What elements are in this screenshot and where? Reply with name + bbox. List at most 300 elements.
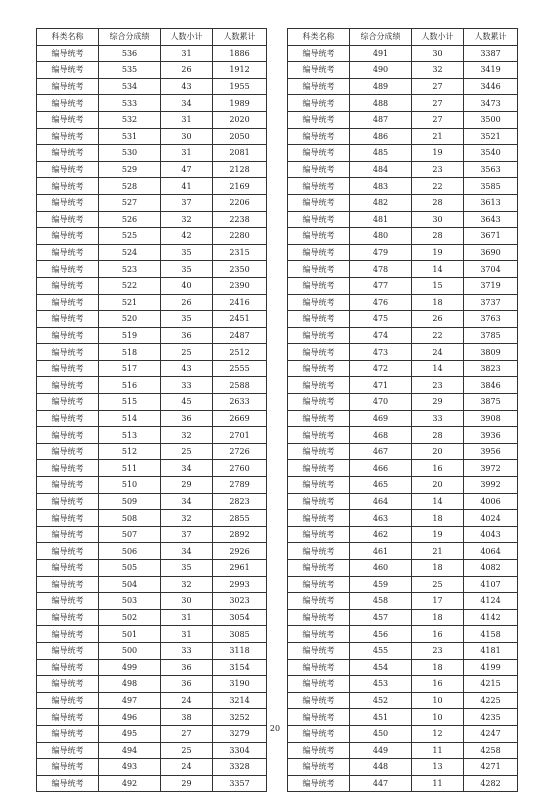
cell-score: 499	[99, 659, 161, 676]
cell-score: 516	[99, 377, 161, 394]
table-row	[37, 344, 267, 361]
cell-score: 508	[99, 510, 161, 527]
table-row	[37, 394, 267, 411]
cell-category: 编导统考	[37, 609, 99, 626]
cell-cumulative: 3936	[464, 427, 518, 444]
cell-cumulative: 4199	[464, 659, 518, 676]
cell-cumulative: 4064	[464, 543, 518, 560]
cell-cumulative: 3690	[464, 244, 518, 261]
cell-cumulative: 3763	[464, 311, 518, 328]
cell-cumulative: 3908	[464, 410, 518, 427]
cell-count: 42	[161, 228, 213, 245]
table-row	[288, 244, 518, 261]
cell-score: 459	[350, 576, 412, 593]
cell-score: 454	[350, 659, 412, 676]
table-row	[288, 311, 518, 328]
cell-count: 40	[161, 277, 213, 294]
cell-count: 16	[412, 460, 464, 477]
cell-count: 33	[161, 377, 213, 394]
cell-cumulative: 3613	[464, 194, 518, 211]
cell-score: 500	[99, 642, 161, 659]
cell-count: 32	[161, 211, 213, 228]
table-row	[288, 360, 518, 377]
table-row	[37, 178, 267, 195]
table-row	[288, 277, 518, 294]
table-row	[37, 593, 267, 610]
cell-category: 编导统考	[288, 294, 350, 311]
cell-cumulative: 3643	[464, 211, 518, 228]
table-row	[37, 111, 267, 128]
cell-count: 26	[161, 294, 213, 311]
table-row	[37, 294, 267, 311]
cell-count: 16	[412, 626, 464, 643]
cell-category: 编导统考	[288, 344, 350, 361]
cell-cumulative: 4271	[464, 759, 518, 776]
cell-score: 492	[99, 775, 161, 792]
cell-score: 488	[350, 95, 412, 112]
cell-category: 编导统考	[37, 178, 99, 195]
table-row	[288, 394, 518, 411]
cell-cumulative: 3719	[464, 277, 518, 294]
cell-count: 32	[161, 427, 213, 444]
cell-score: 475	[350, 311, 412, 328]
table-row	[37, 145, 267, 162]
cell-count: 18	[412, 560, 464, 577]
cell-score: 494	[99, 742, 161, 759]
cell-cumulative: 2451	[213, 311, 267, 328]
cell-category: 编导统考	[288, 311, 350, 328]
cell-score: 487	[350, 111, 412, 128]
cell-category: 编导统考	[288, 692, 350, 709]
cell-count: 25	[161, 443, 213, 460]
cell-count: 20	[412, 477, 464, 494]
cell-score: 519	[99, 327, 161, 344]
table-row	[37, 543, 267, 560]
cell-cumulative: 2669	[213, 410, 267, 427]
cell-count: 35	[161, 311, 213, 328]
cell-category: 编导统考	[288, 178, 350, 195]
cell-score: 520	[99, 311, 161, 328]
score-table-right	[287, 28, 518, 792]
cell-category: 编导统考	[37, 194, 99, 211]
table-row	[288, 161, 518, 178]
cell-score: 491	[350, 45, 412, 62]
table-row	[288, 477, 518, 494]
cell-category: 编导统考	[37, 477, 99, 494]
cell-category: 编导统考	[288, 244, 350, 261]
cell-category: 编导统考	[37, 576, 99, 593]
cell-cumulative: 4142	[464, 609, 518, 626]
cell-score: 462	[350, 526, 412, 543]
cell-count: 30	[161, 128, 213, 145]
cell-category: 编导统考	[37, 709, 99, 726]
cell-category: 编导统考	[37, 410, 99, 427]
cell-score: 464	[350, 493, 412, 510]
cell-score: 483	[350, 178, 412, 195]
cell-score: 453	[350, 676, 412, 693]
cell-count: 18	[412, 294, 464, 311]
cell-count: 21	[412, 543, 464, 560]
table-row	[37, 692, 267, 709]
cell-cumulative: 2390	[213, 277, 267, 294]
cell-category: 编导统考	[37, 394, 99, 411]
cell-category: 编导统考	[37, 161, 99, 178]
cell-cumulative: 2020	[213, 111, 267, 128]
header-cumulative: 人数累计	[213, 29, 267, 46]
cell-count: 27	[412, 78, 464, 95]
cell-count: 23	[412, 161, 464, 178]
cell-category: 编导统考	[288, 194, 350, 211]
table-row	[37, 460, 267, 477]
table-row	[288, 45, 518, 62]
cell-score: 497	[99, 692, 161, 709]
cell-count: 31	[161, 626, 213, 643]
cell-cumulative: 4082	[464, 560, 518, 577]
table-row	[288, 560, 518, 577]
cell-score: 501	[99, 626, 161, 643]
cell-cumulative: 4235	[464, 709, 518, 726]
cell-score: 461	[350, 543, 412, 560]
cell-cumulative: 3154	[213, 659, 267, 676]
table-row	[288, 78, 518, 95]
table-row	[37, 161, 267, 178]
cell-count: 15	[412, 277, 464, 294]
cell-category: 编导统考	[37, 62, 99, 79]
table-row	[37, 560, 267, 577]
table-row	[288, 709, 518, 726]
cell-score: 514	[99, 410, 161, 427]
cell-category: 编导统考	[37, 145, 99, 162]
cell-cumulative: 2701	[213, 427, 267, 444]
cell-cumulative: 3446	[464, 78, 518, 95]
cell-cumulative: 3357	[213, 775, 267, 792]
cell-category: 编导统考	[288, 327, 350, 344]
cell-category: 编导统考	[37, 128, 99, 145]
cell-score: 477	[350, 277, 412, 294]
table-row	[288, 593, 518, 610]
cell-cumulative: 1886	[213, 45, 267, 62]
cell-category: 编导统考	[37, 560, 99, 577]
cell-count: 29	[161, 477, 213, 494]
cell-cumulative: 3214	[213, 692, 267, 709]
cell-category: 编导统考	[37, 593, 99, 610]
cell-cumulative: 3585	[464, 178, 518, 195]
cell-cumulative: 2633	[213, 394, 267, 411]
cell-count: 14	[412, 261, 464, 278]
cell-category: 编导统考	[288, 277, 350, 294]
cell-count: 28	[412, 228, 464, 245]
cell-count: 11	[412, 775, 464, 792]
cell-score: 518	[99, 344, 161, 361]
cell-score: 458	[350, 593, 412, 610]
cell-count: 31	[161, 45, 213, 62]
cell-category: 编导统考	[288, 62, 350, 79]
table-row	[288, 294, 518, 311]
cell-score: 525	[99, 228, 161, 245]
page-number: 20	[269, 724, 281, 733]
cell-count: 23	[412, 642, 464, 659]
table-row	[288, 510, 518, 527]
cell-count: 36	[161, 327, 213, 344]
table-row	[288, 327, 518, 344]
cell-category: 编导统考	[37, 211, 99, 228]
cell-count: 13	[412, 759, 464, 776]
cell-score: 496	[99, 709, 161, 726]
table-row	[37, 443, 267, 460]
cell-category: 编导统考	[37, 294, 99, 311]
cell-score: 504	[99, 576, 161, 593]
cell-score: 465	[350, 477, 412, 494]
cell-score: 536	[99, 45, 161, 62]
cell-category: 编导统考	[288, 477, 350, 494]
cell-cumulative: 3304	[213, 742, 267, 759]
cell-cumulative: 4006	[464, 493, 518, 510]
table-row	[37, 477, 267, 494]
cell-category: 编导统考	[37, 543, 99, 560]
cell-count: 25	[161, 742, 213, 759]
cell-score: 510	[99, 477, 161, 494]
cell-score: 456	[350, 626, 412, 643]
table-row	[37, 510, 267, 527]
cell-count: 31	[161, 111, 213, 128]
cell-cumulative: 4043	[464, 526, 518, 543]
cell-count: 25	[161, 344, 213, 361]
cell-count: 18	[412, 609, 464, 626]
table-row	[37, 211, 267, 228]
cell-count: 19	[412, 145, 464, 162]
cell-count: 14	[412, 493, 464, 510]
cell-cumulative: 4225	[464, 692, 518, 709]
table-row	[288, 344, 518, 361]
cell-category: 编导统考	[288, 725, 350, 742]
cell-count: 17	[412, 593, 464, 610]
cell-cumulative: 2588	[213, 377, 267, 394]
cell-category: 编导统考	[288, 211, 350, 228]
cell-score: 476	[350, 294, 412, 311]
cell-count: 37	[161, 194, 213, 211]
table-row	[37, 228, 267, 245]
cell-count: 18	[412, 510, 464, 527]
cell-category: 编导统考	[288, 560, 350, 577]
table-row	[37, 676, 267, 693]
cell-category: 编导统考	[288, 759, 350, 776]
cell-score: 530	[99, 145, 161, 162]
cell-category: 编导统考	[37, 510, 99, 527]
cell-count: 32	[161, 576, 213, 593]
cell-category: 编导统考	[37, 95, 99, 112]
cell-count: 32	[161, 510, 213, 527]
cell-score: 480	[350, 228, 412, 245]
cell-category: 编导统考	[288, 145, 350, 162]
table-row	[37, 377, 267, 394]
cell-count: 45	[161, 394, 213, 411]
cell-category: 编导统考	[37, 78, 99, 95]
table-row	[288, 543, 518, 560]
cell-cumulative: 2823	[213, 493, 267, 510]
cell-score: 534	[99, 78, 161, 95]
cell-count: 12	[412, 725, 464, 742]
cell-score: 455	[350, 642, 412, 659]
cell-score: 451	[350, 709, 412, 726]
cell-cumulative: 4258	[464, 742, 518, 759]
cell-cumulative: 2416	[213, 294, 267, 311]
table-row	[288, 377, 518, 394]
cell-category: 编导统考	[37, 277, 99, 294]
cell-score: 478	[350, 261, 412, 278]
cell-score: 448	[350, 759, 412, 776]
cell-score: 529	[99, 161, 161, 178]
table-row	[288, 194, 518, 211]
table-body-right	[288, 45, 518, 792]
table-row	[37, 626, 267, 643]
cell-cumulative: 2081	[213, 145, 267, 162]
cell-category: 编导统考	[37, 642, 99, 659]
cell-category: 编导统考	[288, 593, 350, 610]
cell-score: 507	[99, 526, 161, 543]
cell-score: 466	[350, 460, 412, 477]
cell-score: 535	[99, 62, 161, 79]
cell-category: 编导统考	[288, 443, 350, 460]
cell-score: 467	[350, 443, 412, 460]
cell-score: 521	[99, 294, 161, 311]
cell-count: 19	[412, 244, 464, 261]
header-cumulative: 人数累计	[464, 29, 518, 46]
cell-cumulative: 3500	[464, 111, 518, 128]
cell-category: 编导统考	[37, 228, 99, 245]
cell-score: 532	[99, 111, 161, 128]
cell-cumulative: 3328	[213, 759, 267, 776]
table-row	[37, 642, 267, 659]
cell-count: 19	[412, 526, 464, 543]
table-row	[288, 410, 518, 427]
score-table-left	[36, 28, 267, 792]
cell-category: 编导统考	[37, 742, 99, 759]
table-row	[288, 692, 518, 709]
header-category: 科类名称	[288, 29, 350, 46]
cell-category: 编导统考	[288, 742, 350, 759]
cell-category: 编导统考	[288, 676, 350, 693]
cell-count: 11	[412, 742, 464, 759]
cell-category: 编导统考	[288, 128, 350, 145]
table-row	[37, 45, 267, 62]
cell-category: 编导统考	[288, 543, 350, 560]
cell-count: 37	[161, 526, 213, 543]
cell-score: 527	[99, 194, 161, 211]
cell-category: 编导统考	[37, 261, 99, 278]
cell-cumulative: 1912	[213, 62, 267, 79]
header-score: 综合分成绩	[99, 29, 161, 46]
cell-category: 编导统考	[288, 394, 350, 411]
cell-cumulative: 3563	[464, 161, 518, 178]
cell-count: 41	[161, 178, 213, 195]
cell-category: 编导统考	[37, 327, 99, 344]
cell-category: 编导统考	[288, 775, 350, 792]
table-row	[37, 493, 267, 510]
cell-count: 21	[412, 128, 464, 145]
table-row	[37, 410, 267, 427]
cell-category: 编导统考	[288, 261, 350, 278]
cell-cumulative: 2926	[213, 543, 267, 560]
cell-cumulative: 2050	[213, 128, 267, 145]
cell-category: 编导统考	[288, 609, 350, 626]
cell-cumulative: 4215	[464, 676, 518, 693]
cell-score: 482	[350, 194, 412, 211]
cell-score: 470	[350, 394, 412, 411]
table-row	[288, 460, 518, 477]
cell-category: 编导统考	[288, 228, 350, 245]
table-body-left	[37, 45, 267, 792]
cell-score: 528	[99, 178, 161, 195]
cell-category: 编导统考	[288, 510, 350, 527]
cell-category: 编导统考	[37, 244, 99, 261]
cell-count: 38	[161, 709, 213, 726]
cell-cumulative: 2855	[213, 510, 267, 527]
table-row	[288, 261, 518, 278]
cell-score: 493	[99, 759, 161, 776]
table-row	[37, 427, 267, 444]
table-row	[288, 609, 518, 626]
cell-category: 编导统考	[37, 45, 99, 62]
cell-count: 35	[161, 261, 213, 278]
cell-score: 517	[99, 360, 161, 377]
cell-count: 43	[161, 78, 213, 95]
cell-cumulative: 3972	[464, 460, 518, 477]
cell-count: 27	[412, 95, 464, 112]
cell-cumulative: 4124	[464, 593, 518, 610]
cell-score: 531	[99, 128, 161, 145]
table-row	[37, 526, 267, 543]
cell-count: 24	[412, 344, 464, 361]
table-row	[288, 111, 518, 128]
cell-score: 490	[350, 62, 412, 79]
cell-count: 34	[161, 493, 213, 510]
table-row	[37, 244, 267, 261]
cell-cumulative: 3279	[213, 725, 267, 742]
cell-count: 35	[161, 560, 213, 577]
cell-cumulative: 4247	[464, 725, 518, 742]
cell-cumulative: 3252	[213, 709, 267, 726]
cell-category: 编导统考	[288, 642, 350, 659]
cell-cumulative: 3992	[464, 477, 518, 494]
cell-count: 35	[161, 244, 213, 261]
cell-count: 36	[161, 659, 213, 676]
cell-score: 469	[350, 410, 412, 427]
cell-category: 编导统考	[288, 493, 350, 510]
cell-category: 编导统考	[288, 161, 350, 178]
cell-score: 489	[350, 78, 412, 95]
cell-score: 485	[350, 145, 412, 162]
cell-cumulative: 2238	[213, 211, 267, 228]
table-row	[288, 576, 518, 593]
cell-category: 编导统考	[37, 443, 99, 460]
table-row	[37, 609, 267, 626]
cell-count: 26	[412, 311, 464, 328]
cell-category: 编导统考	[288, 709, 350, 726]
cell-count: 16	[412, 676, 464, 693]
cell-category: 编导统考	[288, 111, 350, 128]
table-row	[37, 759, 267, 776]
table-row	[288, 742, 518, 759]
cell-count: 26	[161, 62, 213, 79]
table-row	[288, 676, 518, 693]
cell-cumulative: 2961	[213, 560, 267, 577]
cell-cumulative: 3846	[464, 377, 518, 394]
cell-cumulative: 2555	[213, 360, 267, 377]
table-row	[37, 576, 267, 593]
cell-category: 编导统考	[288, 427, 350, 444]
table-row	[288, 128, 518, 145]
cell-cumulative: 3875	[464, 394, 518, 411]
